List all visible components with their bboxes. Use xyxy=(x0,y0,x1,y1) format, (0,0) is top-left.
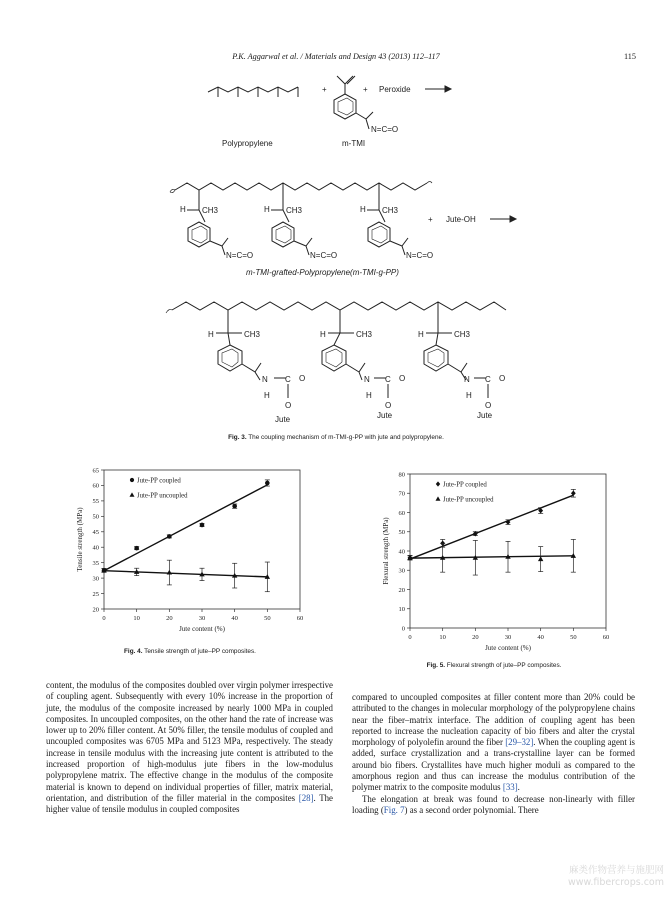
legend-label: Jute-PP uncoupled xyxy=(137,492,188,500)
legend-marker xyxy=(436,481,440,486)
jute-oh-label: Jute-OH xyxy=(446,215,476,224)
x-tick-label: 40 xyxy=(231,615,238,622)
reaction-scheme xyxy=(0,0,672,440)
ch3-label: CH3 xyxy=(454,330,471,339)
x-tick-label: 30 xyxy=(504,634,512,641)
jute-label: Jute xyxy=(477,411,493,420)
body-right-paragraph xyxy=(352,794,635,817)
grafted-label: m-TMI-grafted-Polypropylene(m-TMI-g-PP) xyxy=(246,268,399,277)
legend-label: Jute-PP uncoupled xyxy=(443,496,494,504)
body-right-paragraph xyxy=(352,692,635,794)
body-text: . When the coupling agent is added, surface crystallization and a trans-crystalline layer can be formed around bio fibers. Crystallites have much higher moduli as compared to the amorphous region and thus can increase the modulus contribution of the polymer matrix to the composite modulus xyxy=(352,737,635,793)
legend-label: Jute-PP coupled xyxy=(443,481,487,489)
x-tick-label: 10 xyxy=(439,634,446,641)
legend-label: Jute-PP coupled xyxy=(137,477,181,485)
fig3-caption xyxy=(0,434,672,441)
isocyanate-label: N=C=O xyxy=(371,125,399,134)
y-tick-label: 65 xyxy=(92,467,99,475)
o-label: O xyxy=(399,374,406,383)
o-label: O xyxy=(285,401,292,410)
x-tick-label: 60 xyxy=(602,634,610,641)
m-tmi-label: m-TMI xyxy=(342,139,366,148)
data-point xyxy=(200,523,205,528)
body-left-column xyxy=(46,680,333,816)
data-point xyxy=(538,556,543,561)
ch3-label: CH3 xyxy=(286,206,303,215)
x-tick-label: 30 xyxy=(198,615,206,622)
fig4-text: Tensile strength of jute–PP composites. xyxy=(142,648,256,655)
jute-label: Jute xyxy=(377,411,393,420)
n-label: N xyxy=(364,375,370,384)
plus-sign: + xyxy=(363,85,368,94)
y-tick-label: 70 xyxy=(398,490,405,498)
coupled-chain xyxy=(172,302,506,310)
h-label: H xyxy=(320,330,326,339)
x-tick-label: 60 xyxy=(296,615,304,622)
plot-frame xyxy=(104,470,300,609)
h-label: H xyxy=(418,330,424,339)
c-label: C xyxy=(385,375,391,384)
body-right-column xyxy=(352,692,635,816)
o-label: O xyxy=(499,374,506,383)
isocyanate-label: N=C=O xyxy=(406,251,434,260)
x-tick-label: 20 xyxy=(472,634,479,641)
legend-marker xyxy=(130,492,135,496)
x-axis-label: Jute content (%) xyxy=(485,644,531,652)
o-label: O xyxy=(385,401,392,410)
fig5-caption xyxy=(366,662,622,669)
y-axis-label: Tensile strength (MPa) xyxy=(76,507,84,572)
trend-line xyxy=(104,571,267,577)
figure-link[interactable]: Fig. 7 xyxy=(383,804,405,815)
fig5-text: Flexural strength of jute–PP composites. xyxy=(445,662,562,669)
jute-label: Jute xyxy=(275,415,291,424)
h-label: H xyxy=(264,391,270,400)
x-tick-label: 50 xyxy=(570,634,577,641)
body-text: compared to uncoupled composites at filler content more than 20% could be attributed to the changes in molecular morphology of the polypropylene chains near the fiber–matrix interface. The addition of coupling agent has been reported to increase the nucleation capacity of bio fibers and alter the crystal morphology of polyolefin around the fiber xyxy=(352,692,635,748)
y-tick-label: 50 xyxy=(92,513,99,521)
running-title: P.K. Aggarwal et al. / Materials and Design 43 (2013) 112–117 xyxy=(232,52,440,61)
citation-link[interactable]: [28] xyxy=(298,792,314,803)
data-point xyxy=(265,481,270,486)
y-tick-label: 35 xyxy=(92,559,99,567)
trend-line xyxy=(410,495,573,559)
ch3-label: CH3 xyxy=(244,330,261,339)
c-label: C xyxy=(485,375,491,384)
fig4-caption xyxy=(62,648,318,655)
fig3-label: Fig. 3. xyxy=(228,434,247,441)
coupled-units xyxy=(216,302,488,398)
polypropylene-label: Polypropylene xyxy=(222,139,273,148)
y-tick-label: 20 xyxy=(92,606,99,614)
y-tick-label: 25 xyxy=(92,590,99,598)
body-left-paragraph xyxy=(46,680,333,816)
flexural-strength-chart xyxy=(366,462,622,652)
body-text: . The higher value of tensile modulus in coupled composites xyxy=(46,792,333,815)
citation-link[interactable]: [29–32] xyxy=(505,737,534,748)
y-tick-label: 0 xyxy=(401,625,405,633)
y-tick-label: 80 xyxy=(398,471,405,479)
isocyanate-label: N=C=O xyxy=(310,251,338,260)
h-label: H xyxy=(360,205,366,214)
y-tick-label: 60 xyxy=(92,482,99,490)
h-label: H xyxy=(466,391,472,400)
fig5-label: Fig. 5. xyxy=(426,662,446,669)
x-tick-label: 10 xyxy=(133,615,140,622)
body-text: The elongation at break was found to decrease non-linearly with filler loading ( xyxy=(352,793,635,815)
y-tick-label: 50 xyxy=(398,529,405,537)
c-label: C xyxy=(285,375,291,384)
x-tick-label: 0 xyxy=(408,634,412,641)
body-text: ) as a second order polynomial. There xyxy=(404,804,539,815)
trend-line xyxy=(410,556,573,558)
data-point xyxy=(232,504,237,509)
y-tick-label: 20 xyxy=(398,586,405,594)
ch3-label: CH3 xyxy=(356,330,373,339)
y-tick-label: 45 xyxy=(92,529,99,537)
h-label: H xyxy=(264,205,270,214)
y-tick-label: 30 xyxy=(398,567,405,575)
h-label: H xyxy=(366,391,372,400)
citation-link[interactable]: [33] xyxy=(502,782,518,793)
legend-marker xyxy=(436,496,441,500)
pp-methyl-ticks xyxy=(218,87,298,97)
ch3-label: CH3 xyxy=(382,206,399,215)
y-tick-label: 30 xyxy=(92,575,99,583)
y-tick-label: 60 xyxy=(398,509,405,517)
grafted-chain xyxy=(175,183,427,190)
isocyanate-label: N=C=O xyxy=(226,251,254,260)
x-tick-label: 20 xyxy=(166,615,173,622)
ch3-label: CH3 xyxy=(202,206,219,215)
polypropylene-chain xyxy=(208,87,298,92)
peroxide-label: Peroxide xyxy=(379,85,411,94)
fig3-text: The coupling mechanism of m-TMI-g-PP with jute and polypropylene. xyxy=(246,434,444,441)
data-point xyxy=(167,534,172,539)
h-label: H xyxy=(208,330,214,339)
x-axis-label: Jute content (%) xyxy=(179,625,225,633)
y-tick-label: 10 xyxy=(398,606,405,614)
data-point xyxy=(167,570,172,575)
n-label: N xyxy=(262,375,268,384)
body-text: content, the modulus of the composites doubled over virgin polymer irrespective of coupling agent. Subsequently with every 10% increase in the proportion of jute, the modulus of the composite increased by nearly 1000 MPa in coupled composites. In uncoupled composites, on the other hand the rate of increase was lower up to 20% filler content. At 50% filler, the tensile modulus of coupled and uncoupled composites was 6705 MPa and 5123 MPa, respectively. The steady increase in tensile modulus with the increasing jute content is attributed to the increased proportion of high-modulus jute fibers in the low-modulus polypropylene matrix. The effective change in the modulus of the composite material is known to depend on individual properties of filler, matrix material, orientation, and distribution of the filler material in the composites xyxy=(46,680,333,803)
m-tmi-structure xyxy=(334,76,373,129)
watermark xyxy=(568,865,664,889)
grafted-units xyxy=(187,183,408,255)
x-tick-label: 0 xyxy=(102,615,106,622)
y-tick-label: 40 xyxy=(398,548,405,556)
h-label: H xyxy=(180,205,186,214)
watermark-line: www.fibercrops.com xyxy=(567,877,664,888)
legend-marker xyxy=(130,478,134,482)
x-tick-label: 40 xyxy=(537,634,544,641)
fig4-label: Fig. 4. xyxy=(124,648,143,655)
n-label: N xyxy=(464,375,470,384)
o-label: O xyxy=(299,374,306,383)
page-number: 115 xyxy=(624,52,636,61)
y-tick-label: 55 xyxy=(92,498,99,506)
y-axis-label: Flexural strength (MPa) xyxy=(382,517,390,585)
plus-sign: + xyxy=(322,85,327,94)
plus-sign: + xyxy=(428,215,433,224)
watermark-line: 麻类作物营养与施肥网 xyxy=(568,865,664,876)
tensile-strength-chart xyxy=(62,458,318,644)
x-tick-label: 50 xyxy=(264,615,271,622)
body-text: . xyxy=(517,782,520,793)
data-point xyxy=(134,546,139,551)
o-label: O xyxy=(485,401,492,410)
y-tick-label: 40 xyxy=(92,544,99,552)
